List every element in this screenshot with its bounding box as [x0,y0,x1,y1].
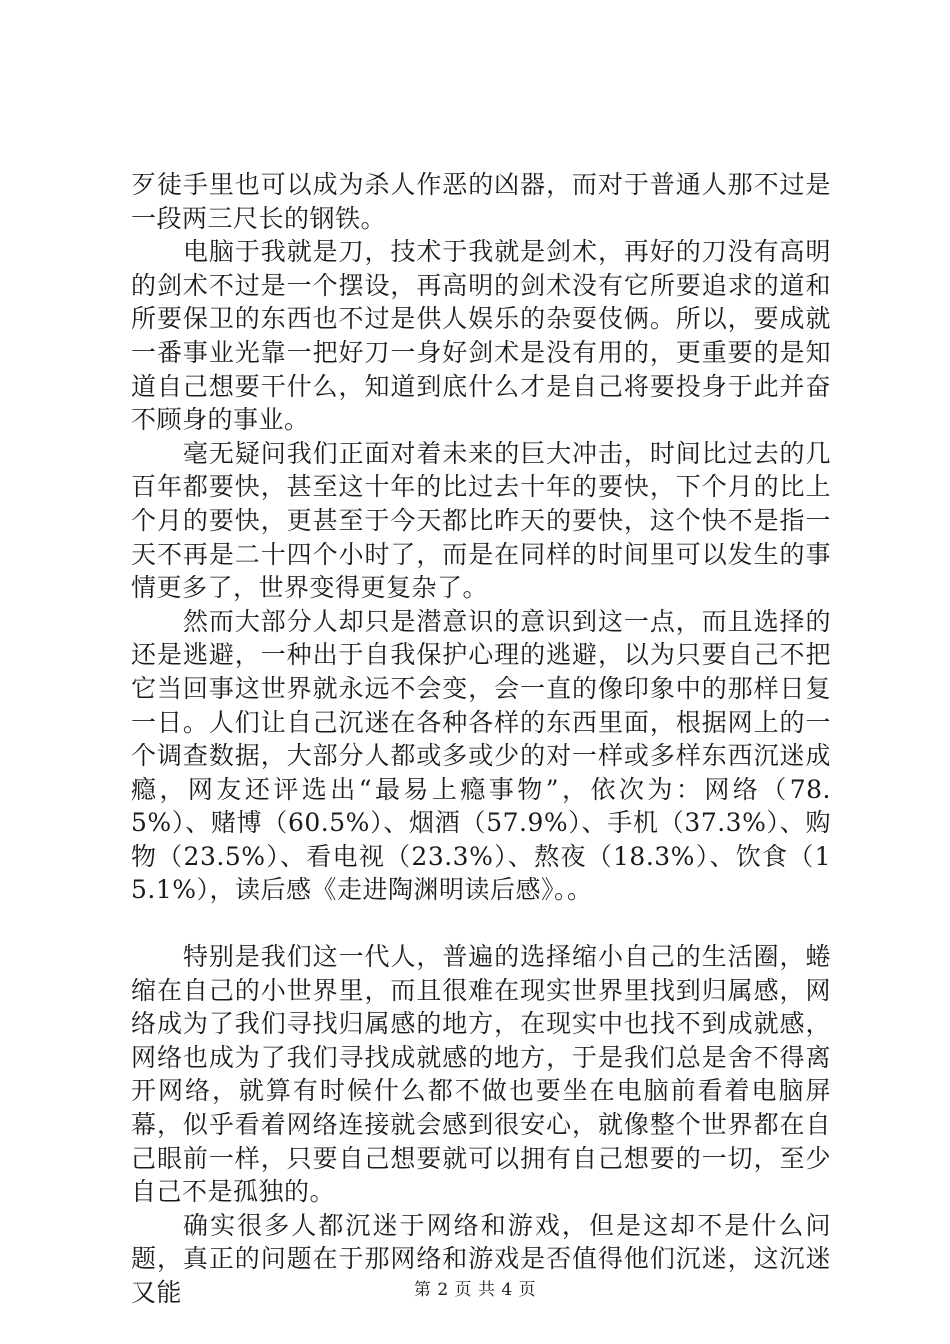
document-body [131,168,831,1310]
paragraph-2: 电脑于我就是刀，技术于我就是剑术，再好的刀没有高明的剑术不过是一个摆设，再高明的剑术没有它所要追求的道和所要保卫的东西也不过是供人娱乐的杂耍伎俩。所以，要成就一番事业光靠一把好刀一身好剑术是没有用的，更重要的是知道自己想要干什么，知道到底什么才是自己将要投身于此并奋不顾身的事业。 [131,237,831,435]
paragraph-5: 特别是我们这一代人，普遍的选择缩小自己的生活圈，蜷缩在自己的小世界里，而且很难在现实世界里找到归属感，网络成为了我们寻找归属感的地方，在现实中也找不到成就感，网络也成为了我们寻找成就感的地方，于是我们总是舍不得离开网络，就算有时候什么都不做也要坐在电脑前看着电脑屏幕，似乎看着网络连接就会感到很安心，就像整个世界都在自己眼前一样，只要自己想要就可以拥有自己想要的一切，至少自己不是孤独的。 [131,942,831,1207]
page-number-footer: 第 2 页 共 4 页 [413,1280,537,1300]
paragraph-4: 然而大部分人却只是潜意识的意识到这一点，而且选择的还是逃避，一种出于自我保护心理的逃避，以为只要自己不把它当回事这世界就永远不会变，会一直的像印象中的那样日复一日。人们让自己沉迷在各种各样的东西里面，根据网上的一个调查数据，大部分人都或多或少的对一样或多样东西沉迷成瘾，网友还评选出“最易上瘾事物”，依次为：网络（78.5%）、赌博（60.5%）、烟酒（57.9%）、手机（37.3%）、购物（23.5%）、看电视（23.3%）、熬夜（18.3%）、饮食（15.1%），读后感《走进陶渊明读后感》。。 [131,606,831,905]
paragraph-3: 毫无疑问我们正面对着未来的巨大冲击，时间比过去的几百年都要快，甚至这十年的比过去十年的要快，下个月的比上个月的要快，更甚至于今天都比昨天的要快，这个快不是指一天不再是二十四个小时了，而是在同样的时间里可以发生的事情更多了，世界变得更复杂了。 [131,438,831,603]
paragraph-1: 歹徒手里也可以成为杀人作恶的凶器，而对于普通人那不过是一段两三尺长的钢铁。 [131,170,831,233]
paragraph-6: 确实很多人都沉迷于网络和游戏，但是这却不是什么问题，真正的问题在于那网络和游戏是否值得他们沉迷，这沉迷又能 [131,1210,831,1307]
